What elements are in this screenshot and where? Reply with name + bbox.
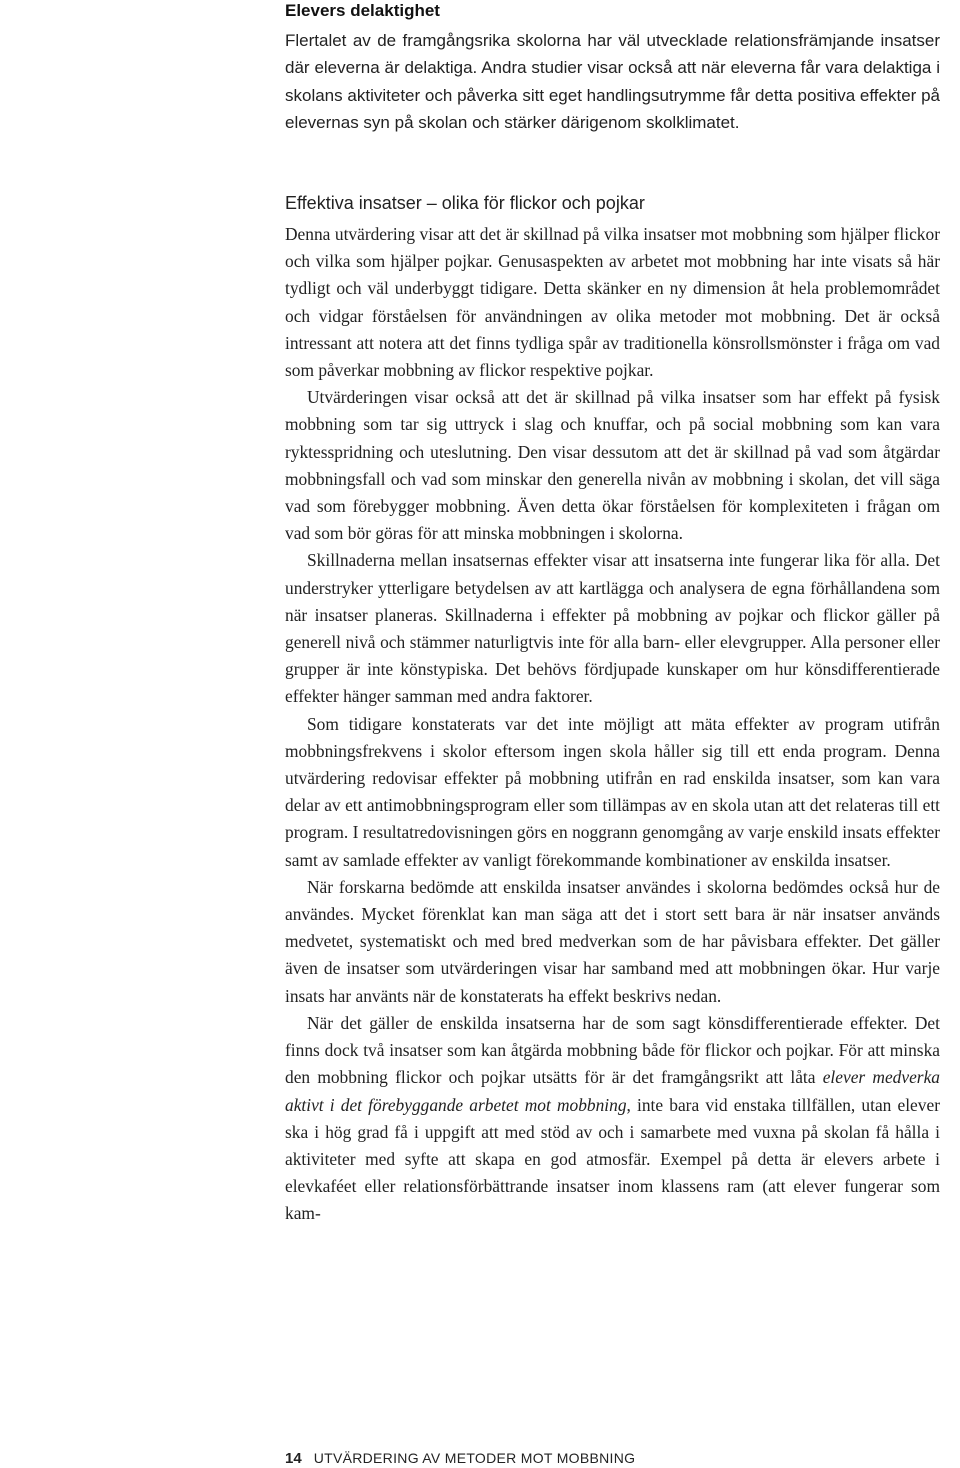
body-paragraph-6-start: När det gäller de enskilda insatserna har de som sagt könsdifferentierade effekter. Det finns dock två insatser som kan åtgärda mobbning både för flickor och pojkar. För att minska den mobbning flickor och pojkar utsätts för är det framgångsrikt att låta: [285, 1012, 940, 1088]
paragraph-elevers-delaktighet: Flertalet av de framgångsrika skolorna har väl utvecklade relationsfrämjande insatser där eleverna är delaktiga. Andra studier visar också att när eleverna får vara delaktiga i skolans aktiviteter och påverka sitt eget handlingsutrymme får detta positiva effekter på elevernas syn på skolan och stärker därigenom skolklimatet.: [285, 31, 940, 132]
body-paragraph-5: När forskarna bedömde att enskilda insatser användes i skolorna bedömdes också hur de användes. Mycket förenklat kan man säga att det i stort sett bara är när insatser används medvetet, systematiskt och med bred medverkan som de har påvisbara effekter. Det gäller även de insatser som utvärderingen visar har samband med att mobbningen ökar. Hur varje insats har använts när de konstaterats ha effekt beskrivs nedan.: [285, 876, 940, 1006]
body-paragraph-4: Som tidigare konstaterats var det inte möjligt att mäta effekter av program utifrån mobbningsfrekvens i skolor eftersom ingen skola håller sig till ett enda program. Denna utvärdering redovisar effekter på mobbning utifrån en rad enskilda insatser, som kan vara delar av ett antimobbningsprogram eller som tillämpas av en skola utan att det relateras till ett program. I resultatredovisningen görs en noggrann genomgång av varje enskild insats effekter samt av samlade effekter av vanligt förekommande kombinationer av enskilda insatser.: [285, 713, 940, 870]
page-footer: [285, 1450, 635, 1468]
body-paragraph-3: Skillnaderna mellan insatsernas effekter visar att insatserna inte fungerar lika för alla. Det understryker ytterligare betydelsen av att kartlägga och analysera de egna förhållandena som när insatser planeras. Skillnaderna i effekter på mobbning av pojkar och flickor gäller på generell nivå och stämmer naturligtvis inte för alla barn- eller elevgrupper. Alla personer eller grupper är inte könstypiska. Det behövs fördjupade kunskaper om hur könsdifferentierade effekter hänger samman med andra faktorer.: [285, 550, 940, 707]
body-paragraph-2: Utvärderingen visar också att det är skillnad på vilka insatser som har effekt på fysisk mobbning som tar sig uttryck i slag och knuffar, och på social mobbning som kan vara ryktesspridning och uteslutning. Den visar dessutom att det är skillnad på vad som åtgärdar mobbningsfall och vad som minskar den generella nivån av mobbning i skolan, det vill säga vad som förebygger mobbning. Även detta ökar förståelsen för komplexiteten i frågan om vad som bör göras för att minska mobbningen i skolorna.: [285, 387, 940, 544]
body-paragraph-1: Denna utvärdering visar att det är skillnad på vilka insatser mot mobbning som hjälper flickor och vilka som hjälper pojkar. Genusaspekten av arbetet mot mobbning har inte visats så här tydligt och väl underbyggt tidigare. Detta skänker en ny dimension åt hela problemområdet och vidgar förståelsen för användningen av olika metoder mot mobbning. Det är också intressant att notera att det finns tydliga spår av traditionella könsrollsmönster i fråga om vad som påverkar mobbning av flickor respektive pojkar.: [285, 224, 940, 381]
body-paragraph-6: [285, 1010, 940, 1228]
body-paragraph-6-emphasis: elever medverka aktivt i det förebyggande arbetet mot mobbning: [285, 1067, 940, 1115]
section-body: [285, 221, 940, 1228]
section-heading-effektiva-insatser: Effektiva insatser – olika för flickor och pojkar: [285, 193, 645, 213]
running-title: UTVÄRDERING AV METODER MOT MOBBNING: [313, 1450, 636, 1466]
section-heading-elevers-delaktighet: Elevers delaktighet: [285, 1, 440, 20]
body-paragraph-6-end: , inte bara vid enstaka tillfällen, utan elever ska i hög grad få i uppgift att med stöd av och i samarbete med vuxna på skolan få hålla i aktiviteter med syfte att skapa en god atmosfär. Exempel på detta är elevers arbete i elevkaféet eller relationsförbättrande insatser inom klassens ram (att elever fungerar som kam-: [285, 1094, 940, 1224]
page-number: 14: [285, 1450, 302, 1467]
